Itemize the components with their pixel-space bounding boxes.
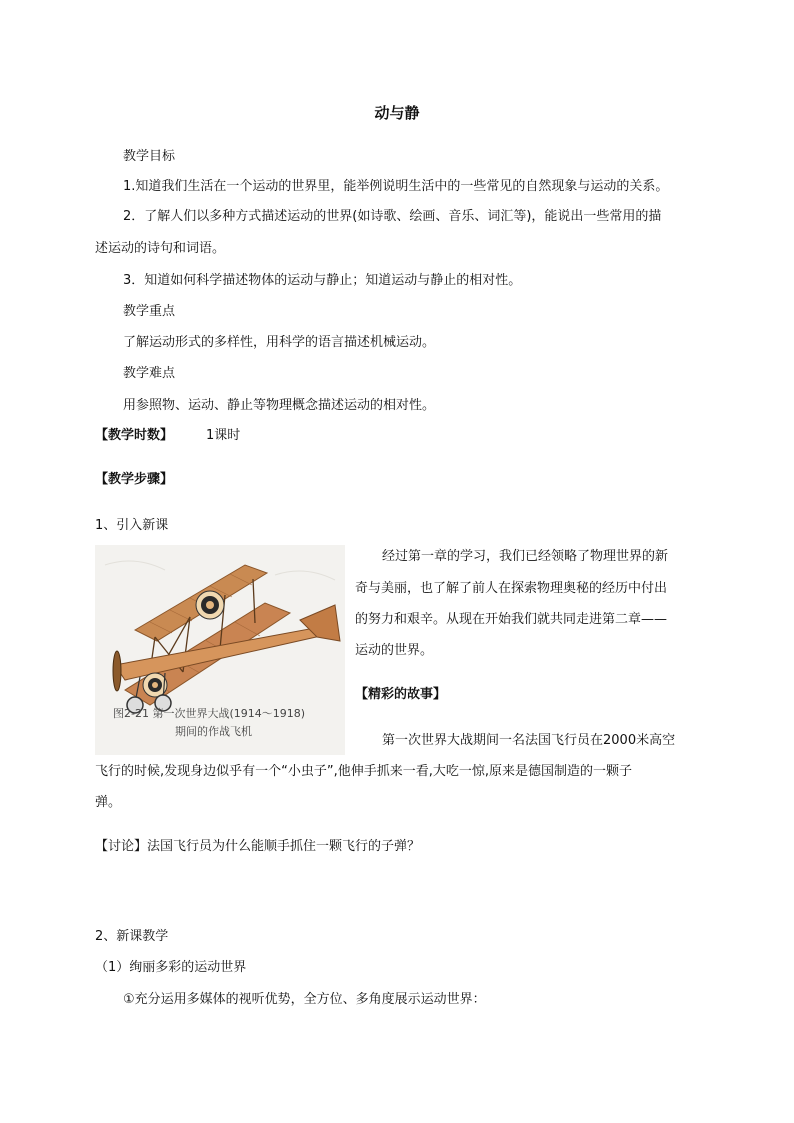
figure-caption-line2: 期间的作战飞机 [175, 725, 252, 738]
story-line-2: 飞行的时候,发现身边似乎有一个“小虫子”,他伸手抓来一看,大吃一惊,原来是德国制造的一颗子 [95, 764, 632, 779]
biplane-illustration-icon [95, 545, 345, 755]
intro-line-3: 的努力和艰辛。从现在开始我们就共同走进第二章—— [355, 612, 668, 627]
difficult-point-heading: 教学难点 [123, 366, 176, 381]
objective-2-line1: 2．了解人们以多种方式描述运动的世界(如诗歌、绘画、音乐、词汇等)，能说出一些常用的描 [123, 209, 662, 224]
story-line-1: 第一次世界大战期间一名法国飞行员在2000米高空 [382, 733, 676, 748]
intro-line-1: 经过第一章的学习，我们已经领略了物理世界的新 [382, 549, 669, 564]
figure-caption-line1: 图2-21 第一次世界大战(1914～1918) [113, 707, 306, 720]
key-point-heading: 教学重点 [123, 304, 176, 319]
objectives-heading: 教学目标 [123, 149, 176, 164]
intro-line-2: 奇与美丽，也了解了前人在探索物理奥秘的经历中付出 [355, 581, 668, 596]
story-line-3: 弹。 [95, 795, 122, 810]
key-point-text: 了解运动形式的多样性，用科学的语言描述机械运动。 [123, 335, 436, 350]
class-hours-label: 【教学时数】 [95, 428, 174, 443]
section1-heading: 1、引入新课 [95, 518, 169, 533]
section2-heading: 2、新课教学 [95, 929, 169, 944]
section2-point1: ①充分运用多媒体的视听优势，全方位、多角度展示运动世界： [123, 992, 486, 1007]
steps-heading: 【教学步骤】 [95, 472, 174, 487]
story-heading: 【精彩的故事】 [355, 687, 447, 702]
biplane-figure [95, 545, 345, 755]
discussion: 【讨论】法国飞行员为什么能顺手抓住一颗飞行的子弹？ [95, 839, 421, 854]
objective-3: 3．知道如何科学描述物体的运动与静止；知道运动与静止的相对性。 [123, 273, 522, 288]
page-title: 动与静 [374, 104, 420, 122]
difficult-point-text: 用参照物、运动、静止等物理概念描述运动的相对性。 [123, 398, 436, 413]
objective-1: 1.知道我们生活在一个运动的世界里，能举例说明生活中的一些常见的自然现象与运动的关系。 [123, 179, 669, 194]
section2-sub1: （1）绚丽多彩的运动世界 [95, 960, 247, 975]
objective-2-line2: 述运动的诗句和词语。 [95, 241, 226, 256]
intro-line-4: 运动的世界。 [355, 643, 434, 658]
class-hours-value: 1课时 [206, 428, 241, 443]
